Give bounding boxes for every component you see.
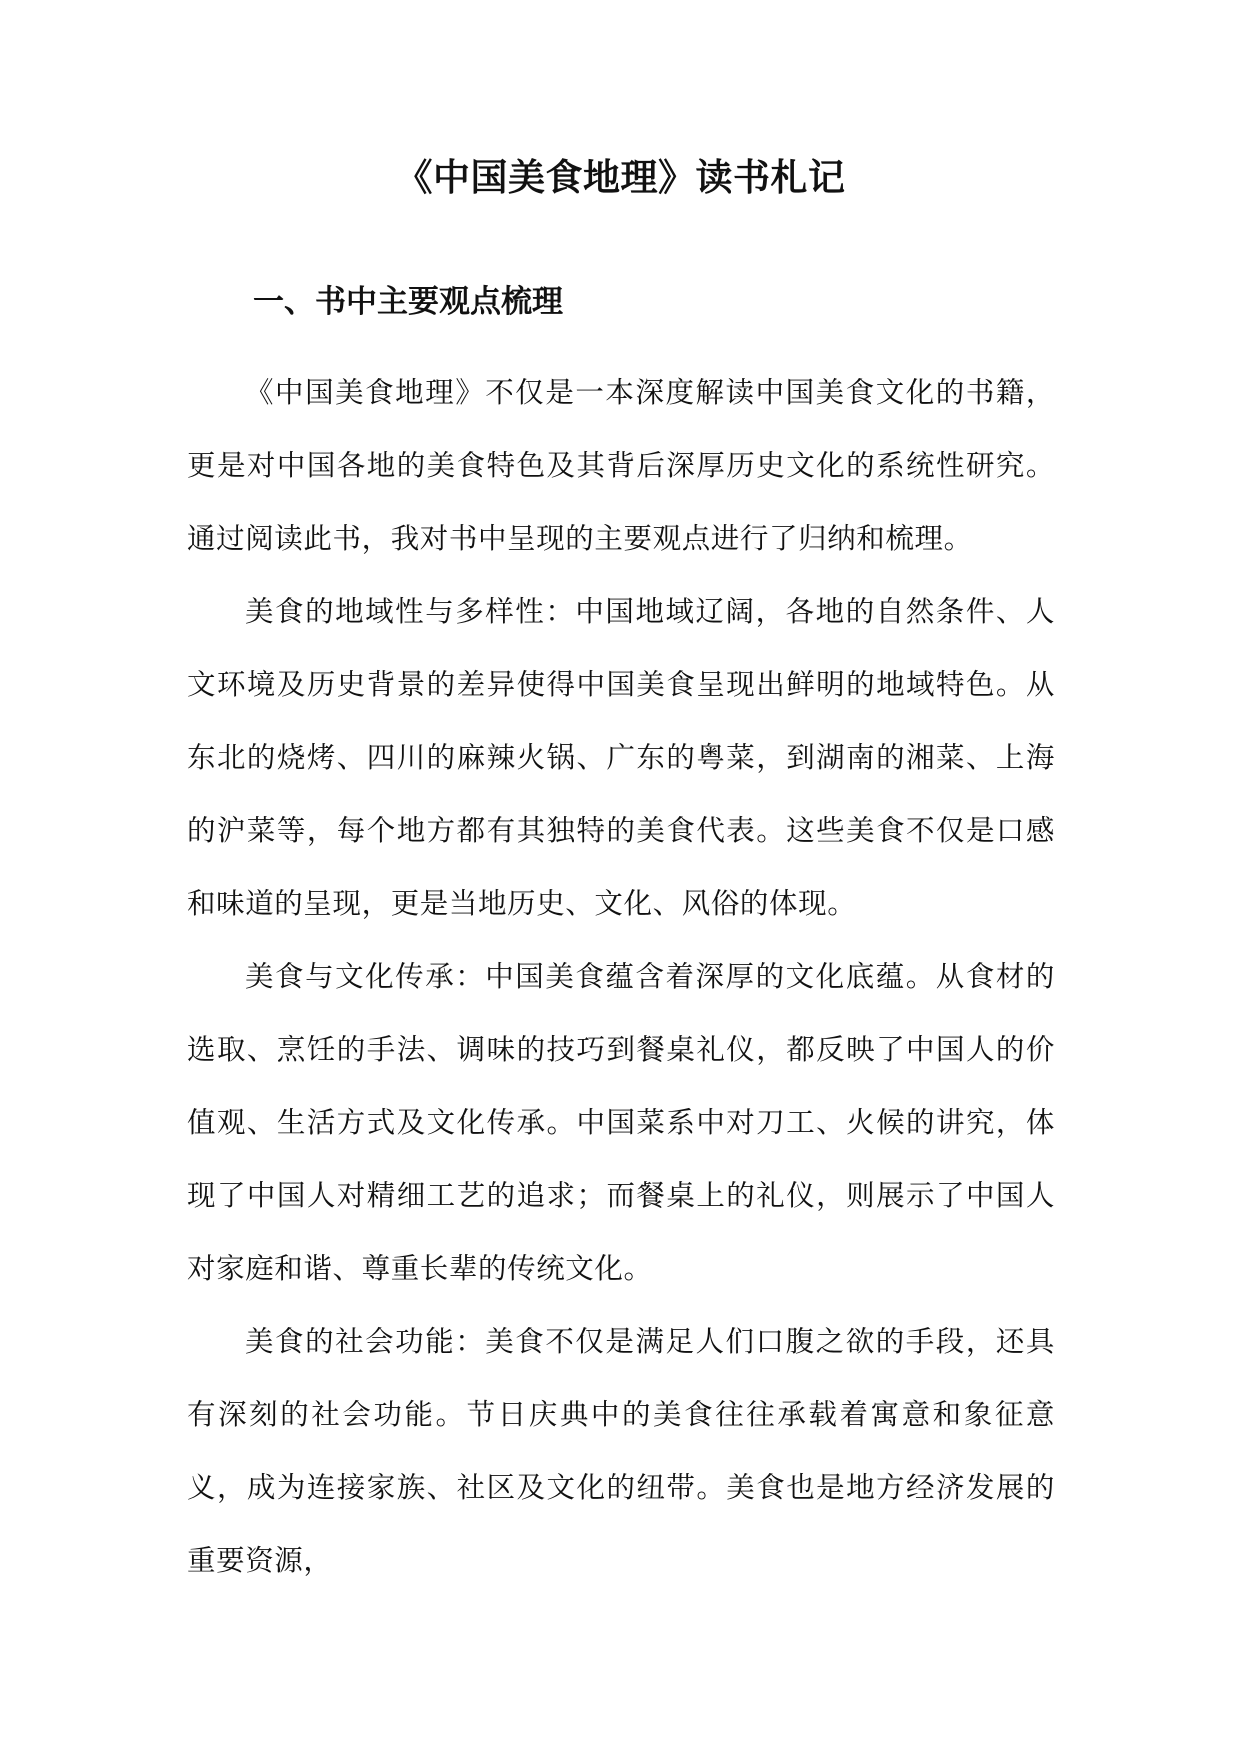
section-heading: 一、书中主要观点梳理 xyxy=(253,284,563,320)
paragraph-regional-diversity: 美食的地域性与多样性：中国地域辽阔，各地的自然条件、人文环境及历史背景的差异使得中国美食呈现出鲜明的地域特色。从东北的烧烤、四川的麻辣火锅、广东的粤菜，到湖南的湘菜、上海的沪菜等，每个地方都有其独特的美食代表。这些美食不仅是口感和味道的呈现，更是当地历史、文化、风俗的体现。 xyxy=(187,595,1055,920)
body-text xyxy=(187,356,1055,1597)
paragraph-social-function: 美食的社会功能：美食不仅是满足人们口腹之欲的手段，还具有深刻的社会功能。节日庆典中的美食往往承载着寓意和象征意义，成为连接家族、社区及文化的纽带。美食也是地方经济发展的重要资源， xyxy=(187,1325,1055,1577)
paragraph-intro: 《中国美食地理》不仅是一本深度解读中国美食文化的书籍，更是对中国各地的美食特色及其背后深厚历史文化的系统性研究。通过阅读此书，我对书中呈现的主要观点进行了归纳和梳理。 xyxy=(187,376,1055,555)
paragraph-cultural-heritage: 美食与文化传承：中国美食蕴含着深厚的文化底蕴。从食材的选取、烹饪的手法、调味的技巧到餐桌礼仪，都反映了中国人的价值观、生活方式及文化传承。中国菜系中对刀工、火候的讲究，体现了中国人对精细工艺的追求；而餐桌上的礼仪，则展示了中国人对家庭和谐、尊重长辈的传统文化。 xyxy=(187,960,1055,1285)
document-title: 《中国美食地理》读书札记 xyxy=(395,156,846,199)
